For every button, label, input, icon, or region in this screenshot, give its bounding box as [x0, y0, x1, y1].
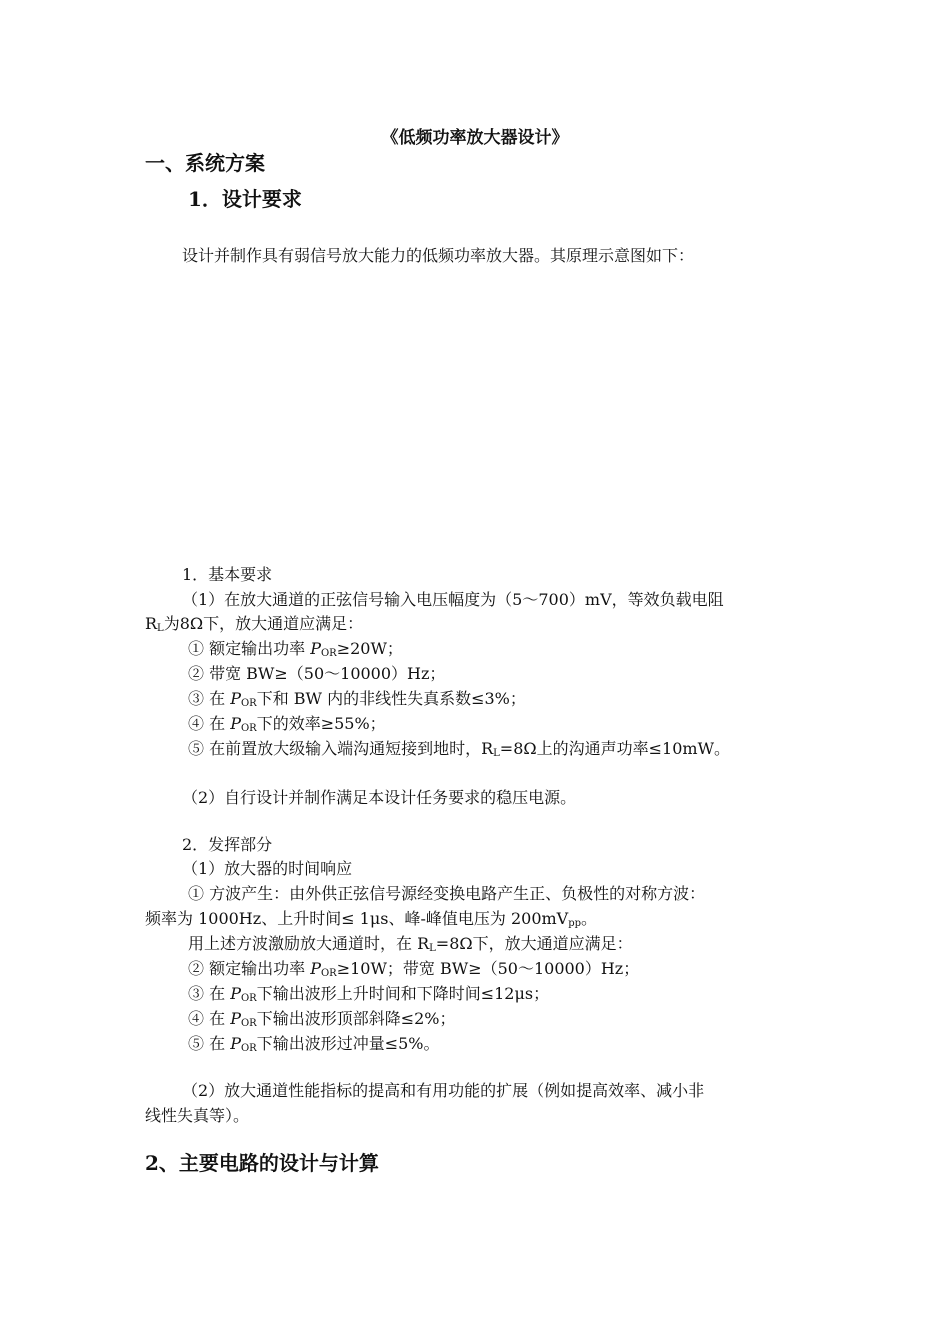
ext-req-1: （1）放大器的时间响应 [182, 859, 353, 878]
document-title: 《低频功率放大器设计》 [381, 128, 569, 148]
ext-condition: 用上述方波激励放大通道时，在 $R_L=8\Omega$下，放大通道应满足： [188, 934, 633, 954]
ext-item-4: ④ 在 $P_{OR}$下输出波形顶部斜降≤2%； [188, 1009, 456, 1029]
ext-req-2-line-a: （2）放大通道性能指标的提高和有用功能的扩展（例如提高效率、减小非 [182, 1081, 705, 1100]
section-heading-circuit-design: 2、主要电路的设计与计算 [145, 1151, 379, 1175]
ext-req-2-line-b: 线性失真等）。 [145, 1106, 250, 1125]
ext-item-2: ② 额定输出功率 $P_{OR}\ge 10W$；带宽 BW≥（50～10000）Hz； [188, 959, 640, 979]
extended-heading: 2．发挥部分 [182, 835, 273, 854]
basic-req-1-line-b: $R_L$为8Ω下，放大通道应满足： [145, 614, 364, 634]
basic-item-4: ④ 在 $P_{OR}$下的效率≥55%； [188, 714, 386, 734]
ext-item-3: ③ 在 $P_{OR}$下输出波形上升时间和下降时间≤12μs； [188, 984, 550, 1004]
ext-item-1-cont: 频率为 1000Hz、上升时间≤ 1μs、峰-峰值电压为 $200mV_{pp}$。 [145, 909, 598, 929]
basic-req-1-line-a: （1）在放大通道的正弦信号输入电压幅度为（5～700）mV，等效负载电阻 [182, 590, 724, 609]
ext-item-1: ① 方波产生：由外供正弦信号源经变换电路产生正、负极性的对称方波： [188, 884, 706, 903]
ext-item-5: ⑤ 在 $P_{OR}$下输出波形过冲量≤5%。 [188, 1034, 440, 1054]
intro-paragraph: 设计并制作具有弱信号放大能力的低频功率放大器。其原理示意图如下： [182, 246, 695, 265]
basic-item-3: ③ 在 $P_{OR}$下和 BW 内的非线性失真系数≤3%； [188, 689, 526, 709]
basic-requirements-heading: 1．基本要求 [182, 565, 273, 584]
schematic-figure-area [145, 285, 805, 555]
basic-item-2: ② 带宽 BW≥（50～10000）Hz； [188, 664, 446, 683]
basic-req-2: （2）自行设计并制作满足本设计任务要求的稳压电源。 [182, 788, 577, 807]
subsection-heading-requirements: 1．设计要求 [188, 187, 302, 211]
section-heading-system: 一、系统方案 [145, 151, 265, 175]
basic-item-5: ⑤ 在前置放大级输入端沟通短接到地时，$R_L=8\Omega$上的沟通声功率≤10mW。 [188, 739, 731, 759]
basic-item-1: ① 额定输出功率 $P_{OR}\ge 20W$； [188, 639, 403, 659]
